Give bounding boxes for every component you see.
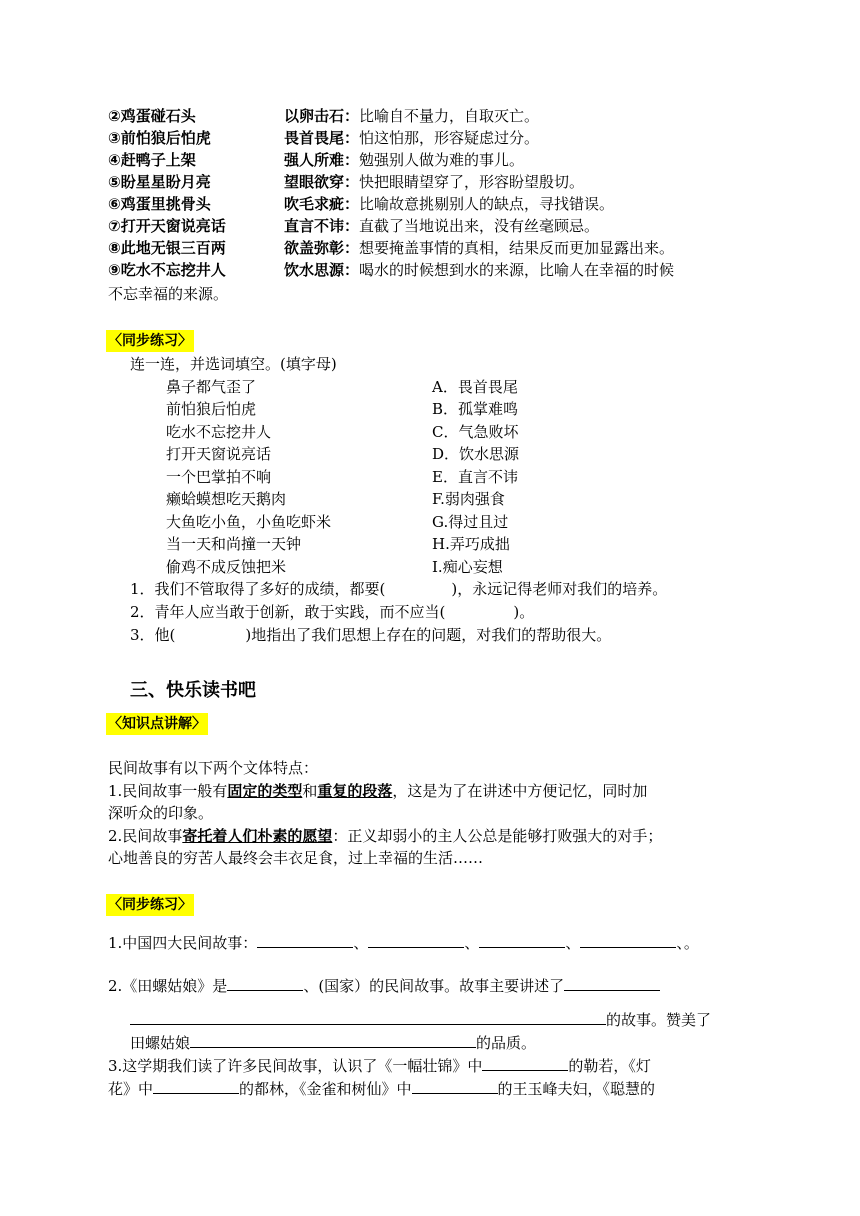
answer-blank[interactable]: [479, 932, 565, 948]
answer-blank[interactable]: [482, 1055, 568, 1071]
question-tianluo-cont: 的故事。赞美了: [130, 1009, 711, 1030]
answer-blank[interactable]: [190, 1032, 476, 1048]
knowledge-tag: 〈知识点讲解〉: [106, 713, 208, 735]
practice-tag: 〈同步练习〉: [106, 330, 194, 352]
feature-2-cont: 心地善良的穷苦人最终会丰衣足食，过上幸福的生活……: [108, 849, 484, 867]
feature-2: 2.民间故事寄托着人们朴素的愿望：正义却弱小的主人公总是能够打败强大的对手；: [108, 827, 663, 845]
answer-blank[interactable]: [368, 932, 464, 948]
answer-blank[interactable]: [564, 975, 660, 991]
answer-blank[interactable]: [257, 932, 353, 948]
section-title: 三、快乐读书吧: [130, 680, 256, 701]
fill-question-1: 1．我们不管取得了多好的成绩，都要( )，永远记得老师对我们的培养。: [130, 580, 668, 598]
answer-blank[interactable]: [412, 1078, 498, 1094]
practice-tag: 〈同步练习〉: [106, 894, 194, 916]
fill-question-2: 2．青年人应当敢于创新，敢于实践，而不应当( )。: [130, 603, 535, 621]
question-tianluo: 2.《田螺姑娘》是 、(国家）的民间故事。故事主要讲述了: [108, 975, 660, 996]
answer-blank[interactable]: [153, 1078, 239, 1094]
question-folk-stories-cont: 花》中 的都林，《金雀和树仙》中 的王玉峰夫妇，《聪慧的: [108, 1080, 656, 1098]
feature-1-cont: 深听众的印象。: [108, 804, 214, 822]
idiom-continuation: 不忘幸福的来源。: [108, 285, 229, 303]
question-four-stories: 1.中国四大民间故事： 、 、 、 、。: [108, 934, 699, 952]
question-tianluo-cont: 田螺姑娘 的品质。: [130, 1034, 537, 1052]
answer-blank[interactable]: [227, 975, 303, 991]
fill-question-3: 3．他( )地指出了我们思想上存在的问题，对我们的帮助很大。: [130, 626, 612, 644]
feature-1: 1.民间故事一般有固定的类型和重复的段落，这是为了在讲述中方便记忆，同时加: [108, 782, 648, 800]
section-intro: 民间故事有以下两个文体特点：: [108, 759, 319, 777]
answer-blank[interactable]: [580, 932, 676, 948]
question-folk-stories: 3.这学期我们读了许多民间故事，认识了《一幅壮锦》中 的勒若，《灯: [108, 1057, 651, 1075]
answer-blank[interactable]: [130, 1009, 606, 1025]
document-page: ②鸡蛋碰石头 以卵击石：比喻自不量力，自取灭亡。 ③前怕狼后怕虎 畏首畏尾：怕这怕那，形容疑虑过分。 ④赶鸭子上架 强人所难：勉强别人做为难的事儿。 ⑤盼星星盼月亮 望眼欲穿：快把眼睛望穿了，形容盼望殷切。 ⑥鸡蛋里挑骨头 吹毛求疵：比喻故意挑剔别人的缺点，寻找错误。 ⑦打开天窗说亮话 直言不讳：直截了当地说出来，没有丝毫顾忌。 ⑧此地无银三百两 欲盖弥彰：想要掩盖事情的真相，结果反而更加显露出来。 ⑨吃水不忘挖井人 饮水思源：喝水的时候想到水的来源，比喻人在幸福的时候 不忘幸福的来源。 〈同步练习〉 连一连，并选词填空。(填字母) 鼻子都气歪了 A．畏首畏尾 前怕狼后怕虎 B．孤掌难鸣 吃水不忘挖井人 C．气急败坏 打开天窗说亮话 D．饮水思源 一个巴掌拍不响 E．直言不讳 癞蛤蟆想吃天鹅肉 F.弱肉强食 大鱼吃小鱼，小鱼吃虾米 G.得过且过 当一天和尚撞一天钟 H.弄巧成拙 偷鸡不成反蚀把米 I.痴心妄想 1．我们不管取得了多好的成绩，都要( )，永远记得老师对我们的培养。 2．青年人应当敢于创新，敢于实践，而不应当( )。 3．他( )地指出了我们思想上存在的问题，对我们的帮助很大。 三、快乐读书吧 〈知识点讲解〉 民间故事有以下两个文体特点： 1.民间故事一般有固定的类型和重复的段落，这是为了在讲述中方便记忆，同时加 深听众的印象。 2.民间故事寄托着人们朴素的愿望：正义却弱小的主人公总是能够打败强大的对手； 心地善良的穷苦人最终会丰衣足食，过上幸福的生活…… 〈同步练习〉 1.中国四大民间故事： 、 、 、 、。 2.《田螺姑娘》是 、(国家）的民间故事。故事主要讲述了 的故事。赞美了 田螺姑娘 的品质。 3.这学期我们读了许多民间故事，认识了《一幅壮锦》中 的勒若，《灯 花》中 的都林，《金雀和树仙》中 的王玉峰夫妇，《聪慧的: [108, 107, 712, 1098]
exercise-instruction: 连一连，并选词填空。(填字母): [130, 355, 337, 373]
